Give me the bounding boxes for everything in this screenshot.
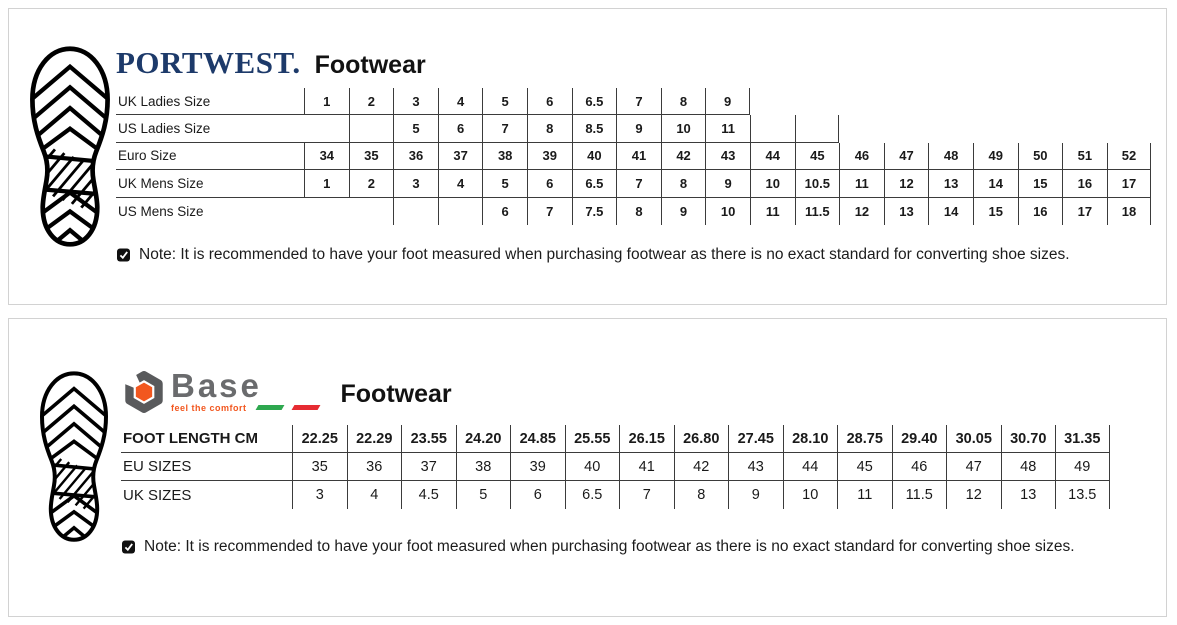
size-cell: 11.5 [892,481,947,509]
base-size-table [121,425,1110,509]
size-cell: 7 [527,198,572,225]
size-cell [393,198,438,225]
size-cell: 12 [884,170,929,197]
size-cell: 5 [456,481,511,509]
table-row [121,481,1110,509]
size-cell [1107,115,1152,142]
size-cell: 8 [661,170,706,197]
size-cell: 15 [973,198,1018,225]
size-cell [304,115,349,142]
row-label: UK SIZES [123,486,192,504]
size-cell [438,198,483,225]
size-cell: 49 [973,143,1018,170]
hex-nut-icon [121,369,167,415]
size-cell [795,88,840,115]
portwest-logo: PORTWEST. [116,45,301,80]
size-cell: 6 [510,481,565,509]
row-label: FOOT LENGTH CM [121,425,292,453]
size-cell [1018,115,1063,142]
portwest-note [116,246,1070,264]
size-cell [349,198,394,225]
table-row [116,115,1151,142]
size-cell: 13 [884,198,929,225]
size-cell [884,88,929,115]
size-cell: 12 [839,198,884,225]
size-cell: 41 [619,453,674,481]
size-cell [928,115,973,142]
size-cell: 1 [304,88,349,115]
size-cell: 4.5 [401,481,456,509]
size-cell: 4 [438,88,483,115]
size-cell: 43 [705,143,750,170]
size-cell: 9 [661,198,706,225]
size-cell [973,88,1018,115]
size-cell: 8.5 [572,115,617,142]
portwest-title-row [116,45,426,81]
size-cell: 50 [1018,143,1063,170]
size-cell: 9 [705,170,750,197]
row-label: US Ladies Size [116,115,304,142]
size-cell: 11 [837,481,892,509]
note-text: Note: It is recommended to have your foot measured when purchasing footwear as there is no exact standard for converting shoe sizes. [144,538,1075,555]
size-cell: 40 [565,453,620,481]
size-cell: 13 [1001,481,1056,509]
base-title-row [121,366,452,415]
size-cell: 36 [393,143,438,170]
size-cell: 44 [750,143,795,170]
size-cell: 7 [616,170,661,197]
base-wordmark: Base [171,366,262,404]
size-cell: 52 [1107,143,1152,170]
size-cell [304,198,349,225]
size-cell: 3 [393,88,438,115]
size-cell: 42 [661,143,706,170]
table-row [116,143,1151,170]
row-label: US Mens Size [118,203,204,219]
size-cell: 49 [1055,453,1110,481]
size-cell: 30.05 [946,425,1001,453]
size-cell: 10 [705,198,750,225]
size-cell: 48 [1001,453,1056,481]
size-cell: 39 [510,453,565,481]
size-cell: 16 [1018,198,1063,225]
size-cell: 17 [1107,170,1152,197]
size-cell: 44 [783,453,838,481]
note-text: Note: It is recommended to have your foot measured when purchasing footwear as there is no exact standard for converting shoe sizes. [139,246,1070,263]
size-cell: 47 [884,143,929,170]
size-cell: 25.55 [565,425,620,453]
size-cell: 24.20 [456,425,511,453]
size-cell [750,115,795,142]
size-cell: 24.85 [510,425,565,453]
size-cell: 13.5 [1055,481,1110,509]
size-cell: 38 [456,453,511,481]
size-cell: 6 [438,115,483,142]
size-cell: 12 [946,481,1001,509]
row-label: UK Ladies Size [116,88,304,115]
size-cell: 7 [616,88,661,115]
row-label: Euro Size [116,143,304,170]
size-cell [349,115,394,142]
size-cell: 6.5 [572,88,617,115]
size-cell: 7 [482,115,527,142]
size-cell: 38 [482,143,527,170]
size-cell: 34 [304,143,349,170]
size-cell: 5 [482,170,527,197]
size-cell: 31.35 [1055,425,1110,453]
size-cell: 37 [438,143,483,170]
size-cell [973,115,1018,142]
green-flag-bar [255,405,284,410]
size-cell: 28.75 [837,425,892,453]
size-cell: 18 [1107,198,1152,225]
size-cell: 4 [347,481,402,509]
size-cell: 14 [973,170,1018,197]
size-cell: 6.5 [572,170,617,197]
size-cell: 10.5 [795,170,840,197]
size-cell: 2 [349,170,394,197]
boot-sole-print-icon [23,45,117,249]
size-cell: 9 [728,481,783,509]
size-cell: 9 [705,88,750,115]
size-cell: 2 [349,88,394,115]
size-cell: 43 [728,453,783,481]
size-cell: 10 [783,481,838,509]
row-label: EU SIZES [121,453,292,481]
size-cell: 9 [616,115,661,142]
boot-sole-print-icon [34,361,114,553]
size-cell: 5 [393,115,438,142]
size-cell: 48 [928,143,973,170]
size-cell: 6 [482,198,527,225]
base-logo [121,366,319,415]
size-cell: 7.5 [572,198,617,225]
size-cell: 6 [527,170,572,197]
table-row [121,453,1110,481]
size-cell: 11 [839,170,884,197]
size-cell: 14 [928,198,973,225]
size-cell [1062,88,1107,115]
checked-checkbox-icon [121,539,137,555]
portwest-panel [8,8,1167,305]
size-cell: 39 [527,143,572,170]
portwest-product-title: Footwear [314,51,426,79]
size-cell: 26.15 [619,425,674,453]
size-cell: 5 [482,88,527,115]
size-cell: 46 [892,453,947,481]
base-product-title: Footwear [340,380,452,408]
size-cell: 45 [837,453,892,481]
red-flag-bar [291,405,320,410]
size-cell: 30.70 [1001,425,1056,453]
size-cell: 1 [304,170,349,197]
size-cell: 46 [839,143,884,170]
size-cell: 23.55 [401,425,456,453]
size-cell [750,88,795,115]
size-cell: 11 [705,115,750,142]
size-cell: 36 [347,453,402,481]
size-cell: 45 [795,143,840,170]
size-cell: 8 [527,115,572,142]
size-cell: 29.40 [892,425,947,453]
size-cell: 11 [750,198,795,225]
size-cell [928,88,973,115]
size-cell [884,115,929,142]
size-cell: 3 [292,481,347,509]
size-cell [839,88,884,115]
base-panel [8,318,1167,617]
size-cell: 11.5 [795,198,840,225]
size-cell: 10 [750,170,795,197]
size-cell: 7 [619,481,674,509]
size-cell: 28.10 [783,425,838,453]
size-cell: 8 [616,198,661,225]
base-note [121,538,1075,556]
size-cell: 16 [1062,170,1107,197]
size-cell: 8 [674,481,729,509]
size-cell: 35 [349,143,394,170]
size-cell: 37 [401,453,456,481]
size-cell: 4 [438,170,483,197]
size-cell: 22.29 [347,425,402,453]
size-cell [1018,88,1063,115]
size-cell: 10 [661,115,706,142]
size-cell: 51 [1062,143,1107,170]
size-cell: 17 [1062,198,1107,225]
size-cell: 8 [661,88,706,115]
checked-checkbox-icon [116,247,132,263]
size-cell: 42 [674,453,729,481]
size-cell [1062,115,1107,142]
row-label: UK Mens Size [116,170,304,197]
size-cell: 15 [1018,170,1063,197]
base-tagline: feel the comfort [171,402,247,413]
size-cell [839,115,884,142]
table-row [116,88,1151,115]
size-cell: 26.80 [674,425,729,453]
size-cell: 27.45 [728,425,783,453]
table-row [116,198,1151,225]
size-cell: 3 [393,170,438,197]
size-cell: 35 [292,453,347,481]
size-cell: 47 [946,453,1001,481]
size-cell: 6 [527,88,572,115]
table-row [121,425,1110,453]
table-row [116,170,1151,197]
size-cell: 41 [616,143,661,170]
portwest-size-table [116,88,1151,225]
size-cell: 40 [572,143,617,170]
size-cell: 22.25 [292,425,347,453]
size-cell [1107,88,1152,115]
size-cell: 13 [928,170,973,197]
size-cell: 6.5 [565,481,620,509]
size-cell [795,115,840,142]
